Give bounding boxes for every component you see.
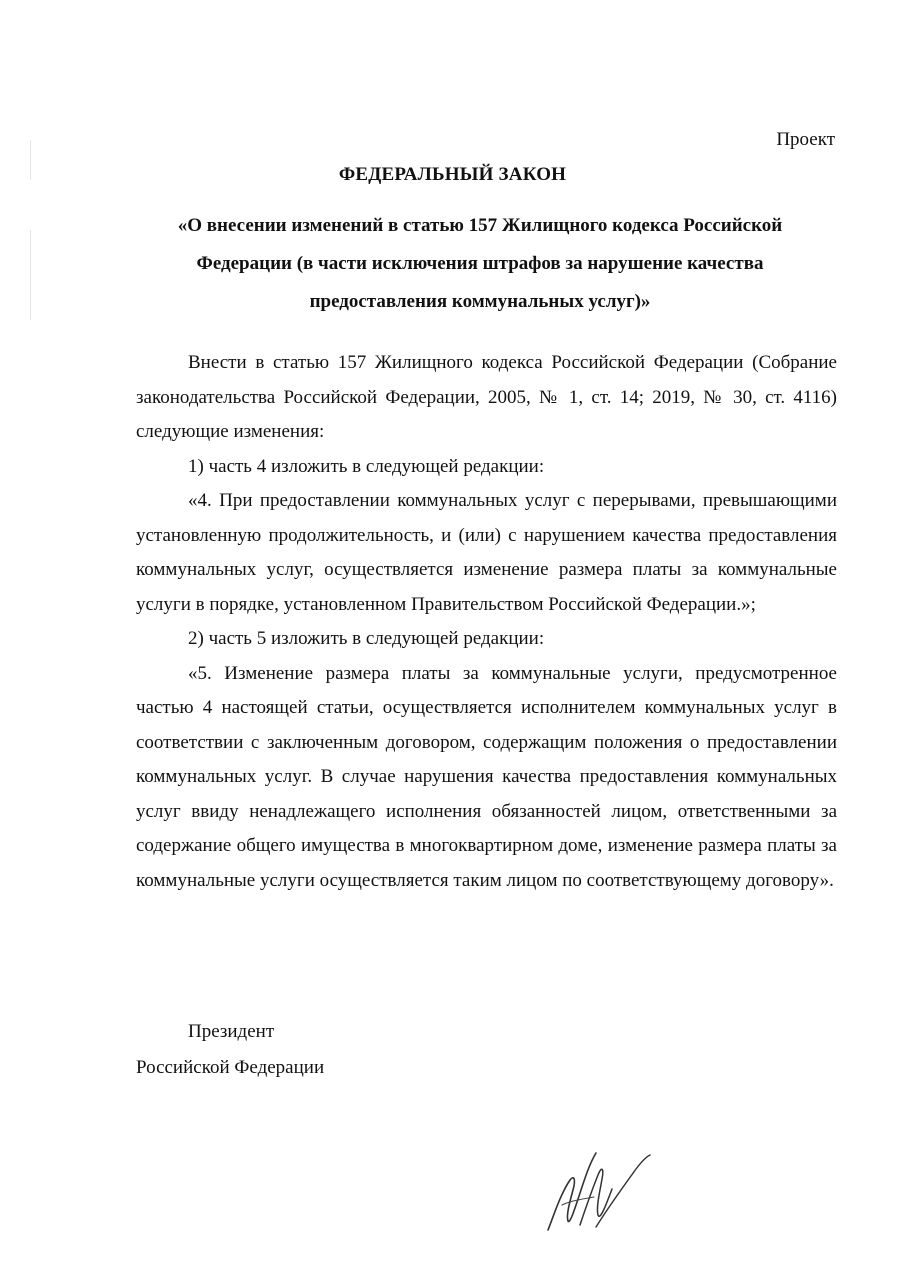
signatory-office: Российской Федерации — [136, 1057, 325, 1078]
paragraph-item-2: 2) часть 5 изложить в следующей редакции: — [188, 628, 545, 649]
paragraph-intro: Внести в статью 157 Жилищного кодекса Российской Федерации (Собрание законодательства Российской Федерации, 2005, № 1, ст. 14; 2019, № 30, ст. 4116) следующие изменения: — [136, 352, 837, 442]
scan-edge-mark — [30, 230, 31, 320]
document-title: ФЕДЕРАЛЬНЫЙ ЗАКОН — [338, 164, 567, 185]
draft-stamp: Проект — [776, 129, 835, 150]
signatory-block — [136, 1014, 324, 1086]
paragraph-item-1: 1) часть 4 изложить в следующей редакции: — [188, 455, 545, 477]
document-subtitle: «О внесении изменений в статью 157 Жилищного кодекса Российской Федерации (в части исключения штрафов за нарушение качества предоставления коммунальных услуг)» — [177, 215, 783, 312]
signatory-title: Президент — [188, 1021, 275, 1042]
handwritten-signature — [540, 1135, 660, 1245]
paragraph-part-4: «4. При предоставлении коммунальных услуг с перерывами, превышающими установленную продолжительность, и (или) с нарушением качества предоставления коммунальных услуг, осуществляется изменение размера платы за коммунальные услуги в порядке, установленном Правительством Российской Федерации.»; — [136, 490, 837, 615]
document-body — [136, 346, 837, 898]
paragraph-part-5: «5. Изменение размера платы за коммунальные услуги, предусмотренное частью 4 настоящей статьи, осуществляется исполнителем коммунальных услуг в соответствии с заключенным договором, содержащим положения о предоставлении коммунальных услуг. В случае нарушения качества предоставления коммунальных услуг ввиду ненадлежащего исполнения обязанностей лицом, ответственными за содержание общего имущества в многоквартирном доме, изменение размера платы за коммунальные услуги осуществляется таким лицом по соответствующему договору». — [136, 662, 837, 891]
